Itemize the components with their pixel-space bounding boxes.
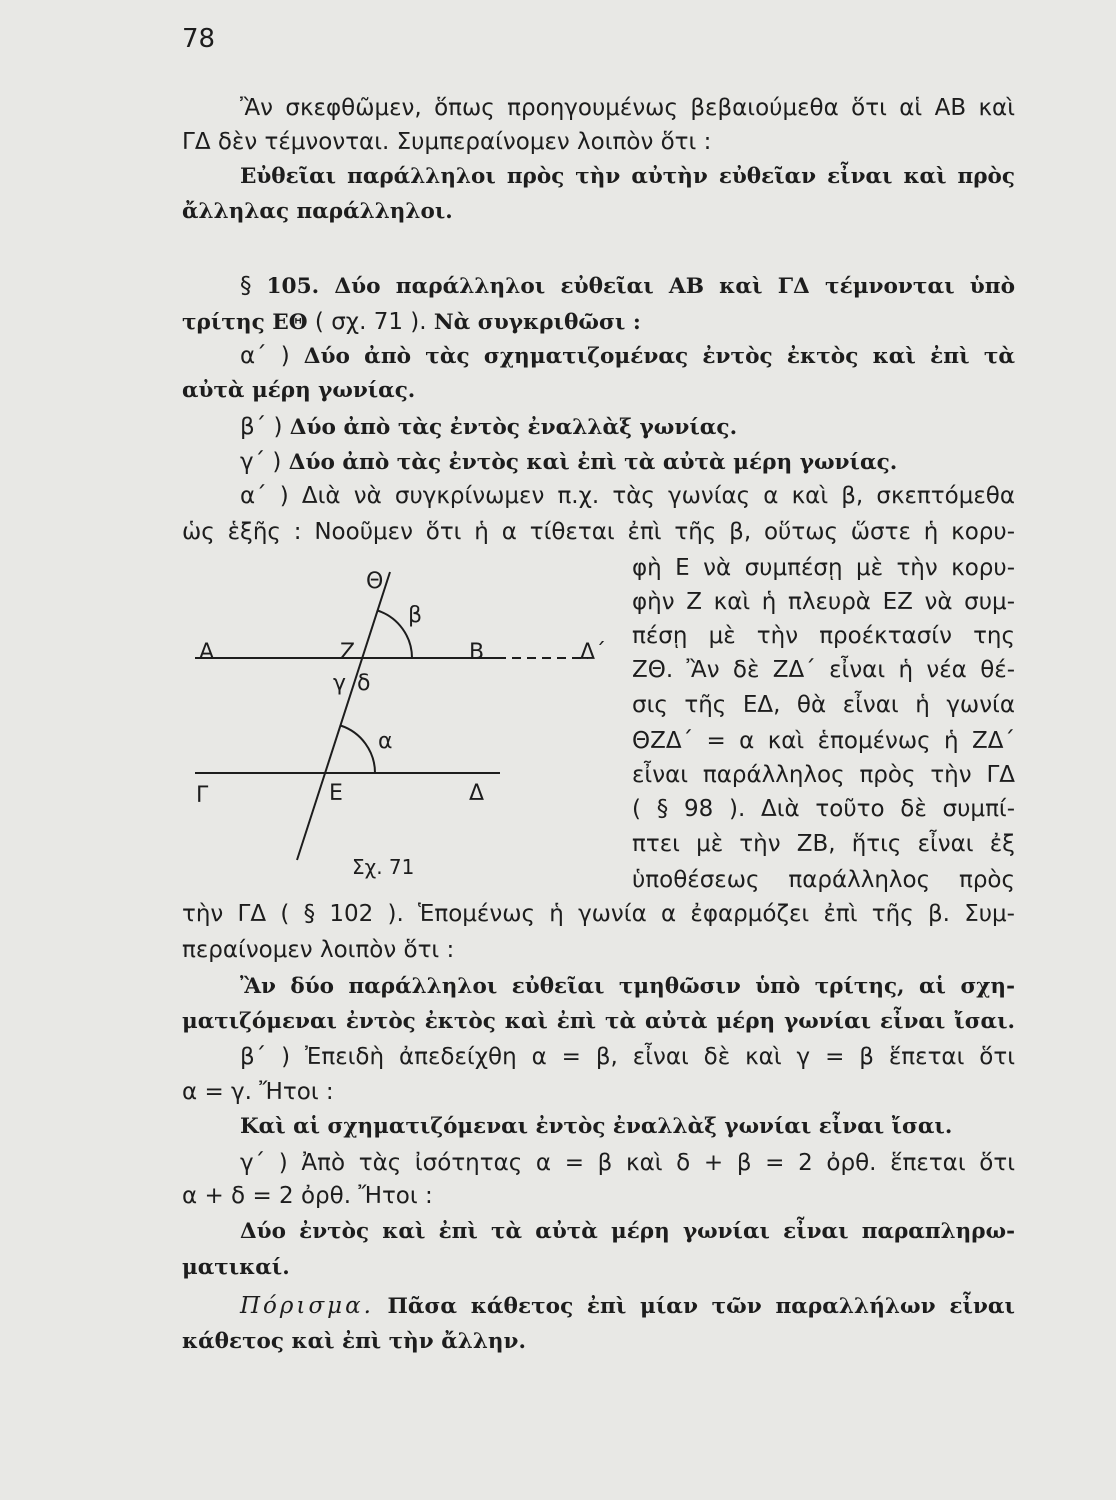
side-text-line: εἶναι παράλληλος πρὸς τὴν ΓΔ: [632, 762, 1015, 788]
corollary-text: Πᾶσα κάθετος ἐπὶ μίαν τῶν παραλλήλων εἶναι: [387, 1294, 1016, 1319]
item-a-line-1: [240, 342, 1015, 372]
figure-reference: ( σχ. 71 ).: [314, 309, 427, 335]
label-gamma: γ: [333, 671, 347, 696]
label-delta: δ: [357, 671, 371, 696]
transversal-name: τρίτης ΕΘ: [182, 310, 308, 335]
rule-supplementary-line-2: ματικαί.: [182, 1255, 290, 1280]
proof-a-after-line-2: περαίνομεν λοιπὸν ὅτι :: [182, 937, 455, 963]
item-a-text: Δύο ἀπὸ τὰς σχηματιζομένας ἐντὸς ἐκτὸς καὶ ἐπὶ τὰ: [303, 344, 1015, 369]
rule-corresponding-line-2: ματιζόμεναι ἐντὸς ἐκτὸς καὶ ἐπὶ τὰ αὐτὰ μέρη γωνίαι εἶναι ἴσαι.: [182, 1009, 1015, 1034]
section-105-heading: [240, 272, 1015, 302]
proof-a-after-line-1: τὴν ΓΔ ( § 102 ). Ἑπομένως ἡ γωνία α ἐφαρμόζει ἐπὶ τῆς β. Συμ-: [182, 901, 1015, 927]
side-text-line: φὴν Ζ καὶ ἡ πλευρὰ ΕΖ νὰ συμ-: [632, 589, 1015, 615]
page-number: 78: [182, 24, 216, 54]
side-text-line: φὴ Ε νὰ συμπέσῃ μὲ τὴν κορυ-: [632, 555, 1015, 581]
corollary-line-2: κάθετος καὶ ἐπὶ τὴν ἄλλην.: [182, 1329, 526, 1354]
side-text-line: ΘΖΔ΄ = α καὶ ἑπομένως ἡ ΖΔ΄: [632, 728, 1015, 754]
section-sign: §: [240, 273, 252, 299]
label-b: Β: [469, 640, 485, 665]
side-text-line: ( § 98 ). Διὰ τοῦτο δὲ συμπί-: [632, 796, 1015, 822]
rule-parallel-line-1: Εὐθεῖαι παράλληλοι πρὸς τὴν αὐτὴν εὐθεῖαν εἶναι καὶ πρὸς: [240, 164, 1015, 189]
item-c-text: Δύο ἀπὸ τὰς ἐντὸς καὶ ἐπὶ τὰ αὐτὰ μέρη γωνίας.: [288, 450, 898, 475]
item-c-mark: γ΄ ): [240, 449, 282, 475]
label-theta: Θ: [366, 569, 384, 594]
side-text-line: ὑποθέσεως παράλληλος πρὸς: [632, 867, 1015, 893]
item-b-mark: β΄ ): [240, 414, 283, 440]
rule-parallel-line-2: ἄλληλας παράλληλοι.: [182, 199, 453, 224]
corollary-label: Πόρισμα.: [240, 1293, 374, 1319]
proof-a-line-2: ὡς ἑξῆς : Νοοῦμεν ὅτι ἡ α τίθεται ἐπὶ τῆς β, οὕτως ὥστε ἡ κορυ-: [182, 519, 1015, 545]
intro-line-1: Ἂν σκεφθῶμεν, ὅπως προηγουμένως βεβαιούμεθα ὅτι αἱ ΑΒ καὶ: [240, 95, 1015, 121]
proof-b-line-1: β΄ ) Ἐπειδὴ ἀπεδείχθη α = β, εἶναι δὲ καὶ γ = β ἕπεται ὅτι: [240, 1044, 1015, 1070]
label-beta: β: [408, 603, 423, 628]
label-d-prime: Δ΄: [580, 640, 607, 665]
label-d: Δ: [469, 781, 485, 806]
rule-supplementary-line-1: Δύο ἐντὸς καὶ ἐπὶ τὰ αὐτὰ μέρη γωνίαι εἶναι παραπληρω-: [240, 1219, 1015, 1244]
transversal-line: [297, 572, 390, 860]
label-a: Α: [199, 640, 215, 665]
angle-alpha-arc: [341, 726, 376, 774]
side-text-line: ΖΘ. Ἂν δὲ ΖΔ΄ εἶναι ἡ νέα θέ-: [632, 657, 1015, 683]
proof-b-line-2: α = γ. Ἤτοι :: [182, 1079, 334, 1105]
side-text-line: πτει μὲ τὴν ΖΒ, ἥτις εἶναι ἐξ: [632, 831, 1015, 857]
section-105-title: 105. Δύο παράλληλοι εὐθεῖαι ΑΒ καὶ ΓΔ τέμνονται ὑπὸ: [266, 274, 1015, 299]
side-text-line: σις τῆς ΕΔ, θὰ εἶναι ἡ γωνία: [632, 692, 1015, 718]
figure-caption: Σχ. 71: [352, 855, 415, 879]
item-b-line: [240, 413, 1015, 443]
figure-71: [180, 555, 620, 885]
label-alpha: α: [378, 729, 393, 754]
proof-c-line-1: γ΄ ) Ἀπὸ τὰς ἰσότητας α = β καὶ δ + β = 2 ὀρθ. ἕπεται ὅτι: [240, 1150, 1015, 1176]
corollary-line-1: [240, 1292, 1015, 1322]
angle-beta-arc: [378, 611, 413, 659]
item-a-mark: α΄ ): [240, 343, 290, 369]
label-z: Ζ: [340, 640, 356, 665]
item-a-line-2: αὐτὰ μέρη γωνίας.: [182, 378, 416, 403]
item-c-line: [240, 448, 1015, 478]
label-e: Ε: [329, 781, 343, 806]
task-statement: Νὰ συγκριθῶσι :: [433, 310, 641, 335]
rule-alternate-line: Καὶ αἱ σχηματιζόμεναι ἐντὸς ἐναλλὰξ γωνίαι εἶναι ἴσαι.: [240, 1114, 953, 1139]
side-text-line: πέσῃ μὲ τὴν προέκτασίν της: [632, 623, 1015, 649]
item-b-text: Δύο ἀπὸ τὰς ἐντὸς ἐναλλὰξ γωνίας.: [289, 415, 738, 440]
rule-corresponding-line-1: Ἂν δύο παράλληλοι εὐθεῖαι τμηθῶσιν ὑπὸ τρίτης, αἱ σχη-: [240, 974, 1015, 999]
proof-a-line-1: α΄ ) Διὰ νὰ συγκρίνωμεν π.χ. τὰς γωνίας α καὶ β, σκεπτόμεθα: [240, 483, 1015, 509]
label-g: Γ: [196, 783, 209, 808]
section-105-line-2: [182, 308, 1015, 338]
intro-line-2: ΓΔ δὲν τέμνονται. Συμπεραίνομεν λοιπὸν ὅτι :: [182, 129, 712, 155]
proof-c-line-2: α + δ = 2 ὀρθ. Ἤτοι :: [182, 1183, 433, 1209]
